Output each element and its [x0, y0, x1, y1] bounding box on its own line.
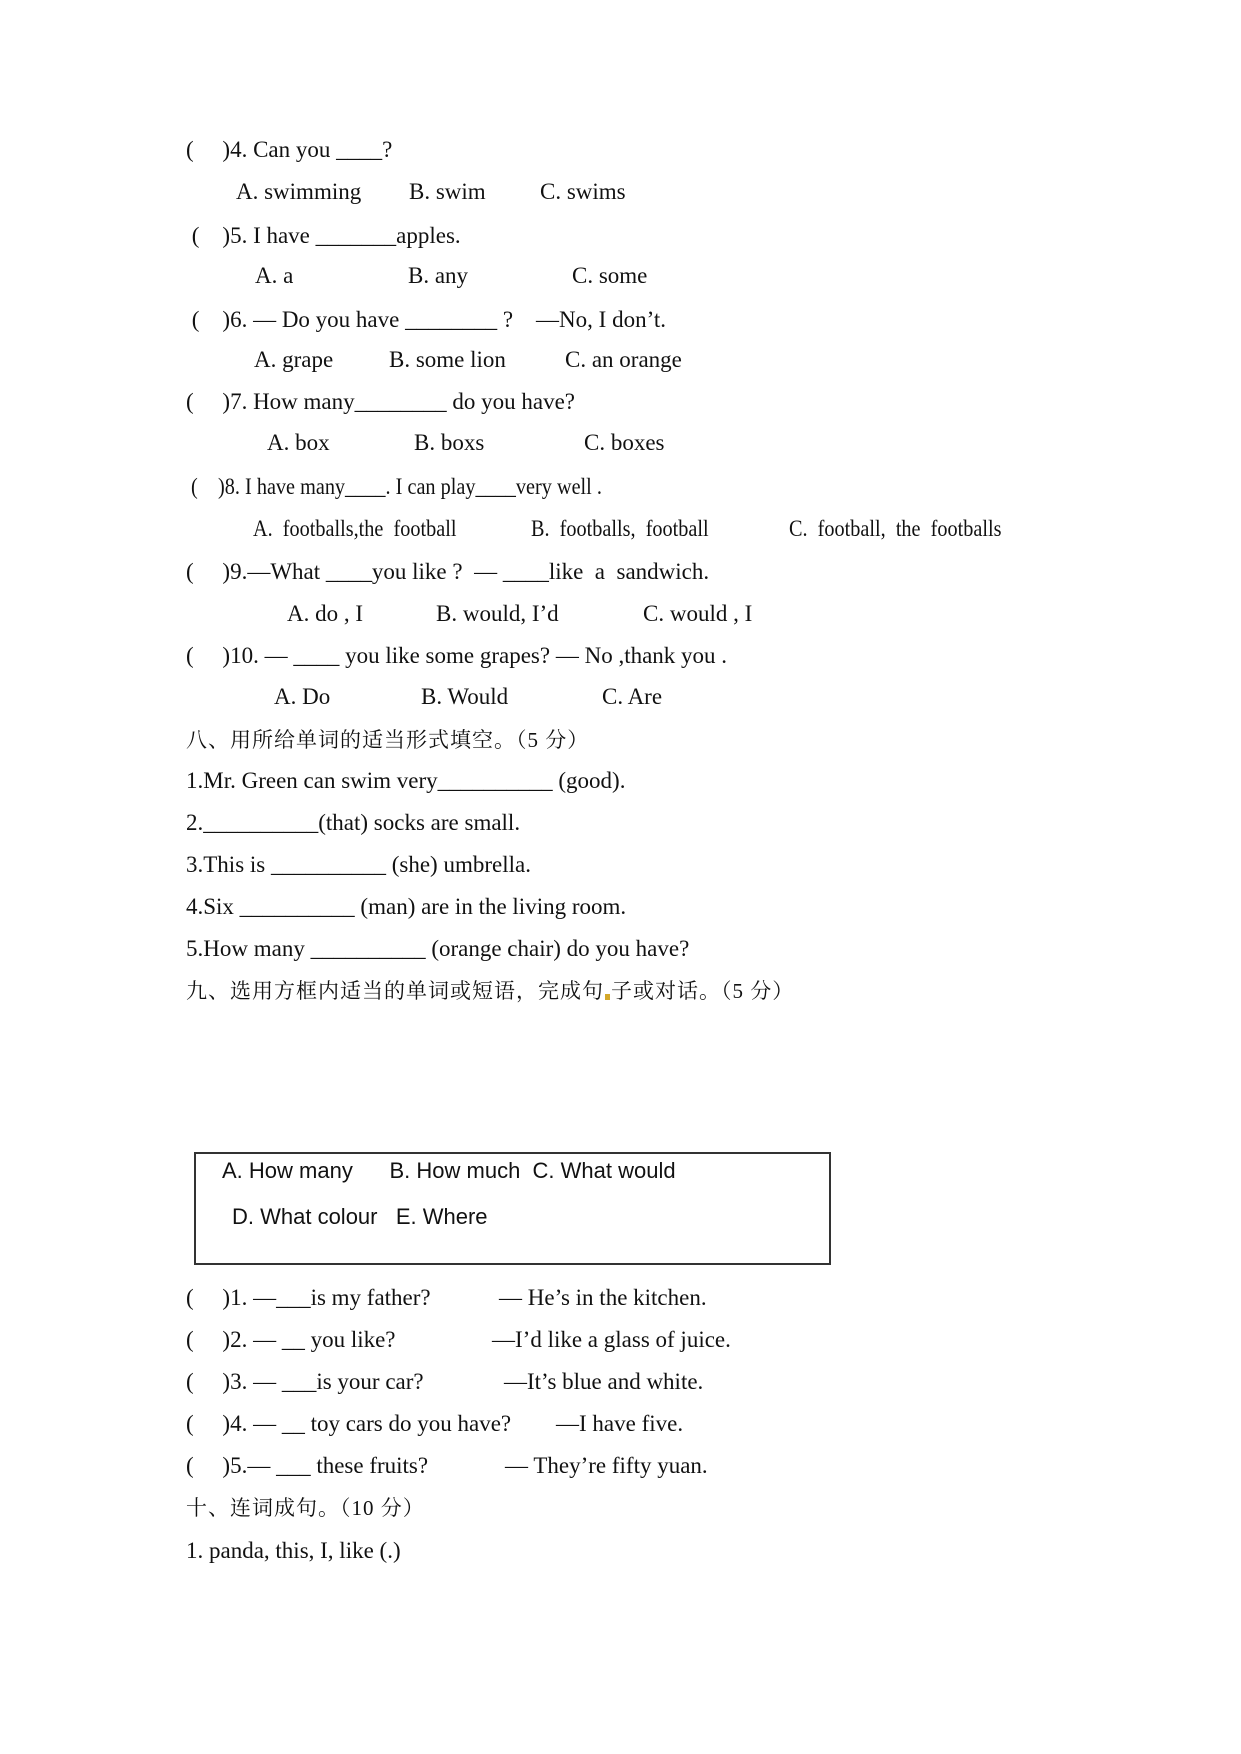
- section-8-heading: 八、用所给单词的适当形式填空。（5 分）: [186, 728, 590, 752]
- section-9-item-1-answer: — He’s in the kitchen.: [499, 1285, 707, 1310]
- section-9-item-5-answer: — They’re fifty yuan.: [505, 1453, 708, 1478]
- question-6-option-c: C. an orange: [565, 347, 682, 372]
- question-8-option-b: B. footballs, football: [531, 516, 709, 541]
- question-4-stem: ( )4. Can you ____?: [186, 137, 393, 162]
- question-6-stem: ( )6. — Do you have ________ ? —No, I don’t.: [186, 307, 666, 332]
- highlight-mark: [605, 994, 610, 1000]
- section-9-item-5-question: ( )5.— ___ these fruits?: [186, 1453, 429, 1478]
- section-9-item-1-question: ( )1. —___is my father?: [186, 1285, 431, 1310]
- question-10-option-b: B. Would: [421, 684, 509, 709]
- question-7-stem: ( )7. How many________ do you have?: [186, 389, 576, 414]
- section-9-heading-part1: 九、选用方框内适当的单词或短语，完成句: [186, 979, 604, 1003]
- section-9-item-3-answer: —It’s blue and white.: [504, 1369, 704, 1394]
- section-8-item-5: 5.How many __________ (orange chair) do you have?: [186, 936, 690, 961]
- question-9-option-a: A. do , I: [287, 601, 364, 626]
- question-10-option-a: A. Do: [274, 684, 331, 709]
- section-9-item-3-question: ( )3. — ___is your car?: [186, 1369, 424, 1394]
- section-9-item-4-question: ( )4. — __ toy cars do you have?: [186, 1411, 512, 1436]
- section-9-heading-part2: 子或对话。（5 分）: [611, 979, 795, 1003]
- question-4-option-a: A. swimming: [236, 179, 362, 204]
- section-8-item-3: 3.This is __________ (she) umbrella.: [186, 852, 531, 877]
- question-5-option-a: A. a: [255, 263, 294, 288]
- question-8-option-c: C. football, the footballs: [789, 516, 1002, 541]
- question-10-option-c: C. Are: [602, 684, 663, 709]
- question-9-stem: ( )9.—What ____you like ? — ____like a sandwich.: [186, 559, 710, 584]
- section-9-item-2-question: ( )2. — __ you like?: [186, 1327, 396, 1352]
- question-6-option-b: B. some lion: [389, 347, 506, 372]
- question-4-option-b: B. swim: [409, 179, 486, 204]
- question-4-option-c: C. swims: [540, 179, 626, 204]
- section-8-item-1: 1.Mr. Green can swim very__________ (good).: [186, 768, 626, 793]
- question-5-option-b: B. any: [408, 263, 469, 288]
- question-7-option-c: C. boxes: [584, 430, 665, 455]
- question-8-stem: ( )8. I have many____. I can play____very well .: [186, 474, 602, 499]
- section-8-item-2: 2.__________(that) socks are small.: [186, 810, 521, 835]
- section-10-item-1: 1. panda, this, I, like (.): [186, 1538, 401, 1563]
- section-9-item-4-answer: —I have five.: [556, 1411, 684, 1436]
- question-5-option-c: C. some: [572, 263, 648, 288]
- question-9-option-b: B. would, I’d: [436, 601, 559, 626]
- question-10-stem: ( )10. — ____ you like some grapes? — No ,thank you .: [186, 643, 728, 668]
- question-7-option-b: B. boxs: [414, 430, 485, 455]
- question-9-option-c: C. would , I: [643, 601, 753, 626]
- section-10-heading: 十、连词成句。（10 分）: [186, 1496, 425, 1520]
- word-box-line-2: D. What colour E. Where: [232, 1204, 488, 1229]
- word-box-line-1: A. How many B. How much C. What would: [222, 1158, 676, 1183]
- question-7-option-a: A. box: [267, 430, 330, 455]
- question-6-option-a: A. grape: [254, 347, 334, 372]
- question-8-option-a: A. footballs,the football: [253, 516, 457, 541]
- section-9-item-2-answer: —I’d like a glass of juice.: [492, 1327, 731, 1352]
- question-5-stem: ( )5. I have _______apples.: [186, 223, 461, 248]
- section-9-heading: [186, 977, 794, 1005]
- section-8-item-4: 4.Six __________ (man) are in the living room.: [186, 894, 627, 919]
